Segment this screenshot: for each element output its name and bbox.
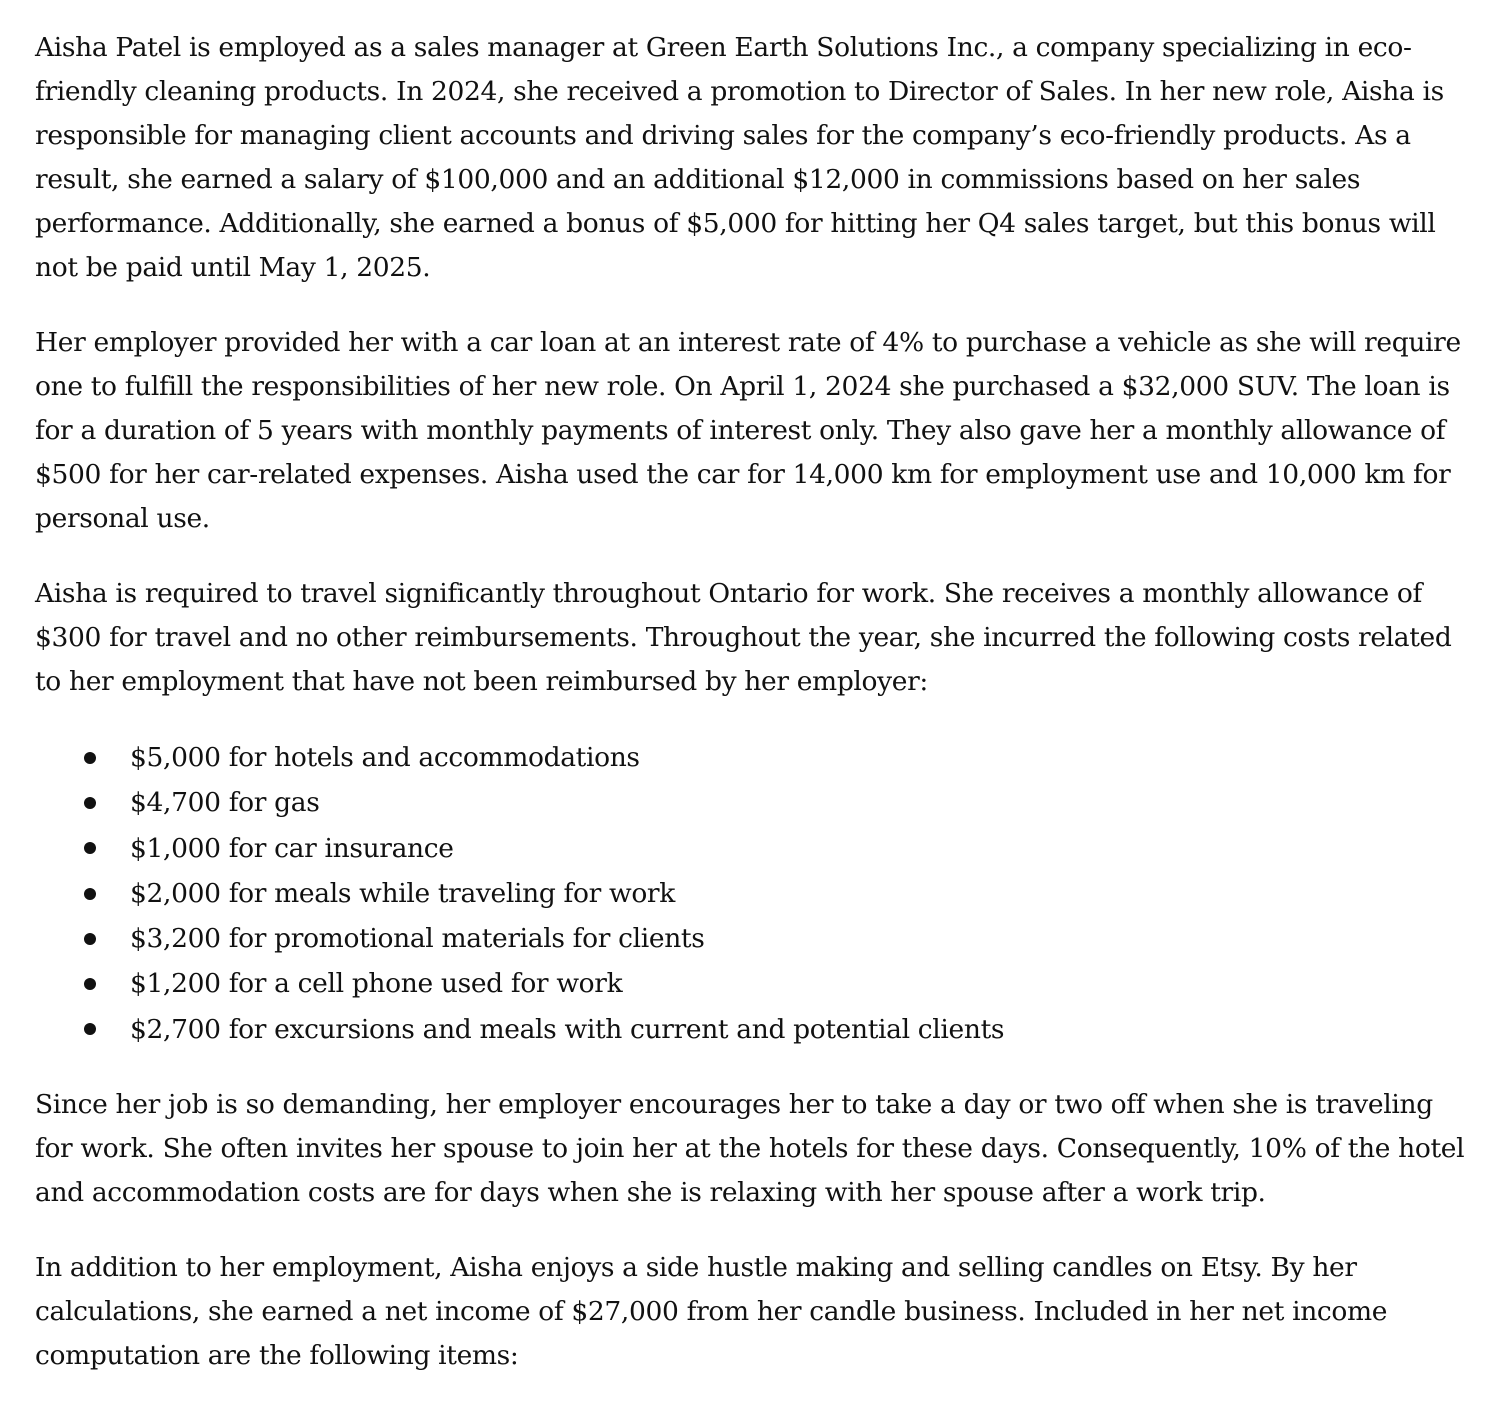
list-item-text: $1,000 for car insurance xyxy=(130,832,454,864)
list-item xyxy=(35,780,1475,825)
list-item xyxy=(35,826,1475,871)
list-item xyxy=(35,961,1475,1006)
expense-list xyxy=(35,735,1475,1052)
paragraph-side-business: In addition to her employment, Aisha enjoys a side hustle making and selling candles on Etsy. By her calculations, she earned a net income of $27,000 from her candle business. Included in her net income computation are the following items: xyxy=(35,1252,1388,1372)
list-item-text: $5,000 for hotels and accommodations xyxy=(130,742,640,773)
list-item-text: $3,200 for promotional materials for clients xyxy=(130,923,705,955)
bullet-icon xyxy=(84,933,96,945)
paragraph-travel: Aisha is required to travel significantly throughout Ontario for work. She receives a monthly allowance of $300 for travel and no other reimbursements. Throughout the year, she incurred the following costs related to her employment that have not been reimbursed by her employer: xyxy=(35,578,1452,697)
list-item xyxy=(35,1007,1475,1052)
bullet-icon xyxy=(84,888,96,900)
paragraph-spouse: Since her job is so demanding, her employer encourages her to take a day or two off when she is traveling for work. She often invites her spouse to join her at the hotels for these days. Consequently, 10% of the hotel and accommodation costs are for days when she is relaxing with her spouse after a work trip. xyxy=(35,1089,1465,1209)
bullet-icon xyxy=(84,797,96,809)
list-item-text: $1,200 for a cell phone used for work xyxy=(130,968,623,1000)
list-item xyxy=(35,916,1475,961)
list-item-text: $2,000 for meals while traveling for work xyxy=(130,877,675,909)
bullet-icon xyxy=(84,842,96,854)
list-item-text: $4,700 for gas xyxy=(130,787,320,819)
bullet-icon xyxy=(84,752,96,764)
list-item-text: $2,700 for excursions and meals with current and potential clients xyxy=(130,1013,1005,1045)
list-item xyxy=(35,871,1475,916)
document-body xyxy=(35,26,1475,1409)
list-item xyxy=(35,735,1475,780)
paragraph-car-loan: Her employer provided her with a car loan at an interest rate of 4% to purchase a vehicle as she will require one to fulfill the responsibilities of her new role. On April 1, 2024 she purchased a $32,000 SUV. The loan is for a duration of 5 years with monthly payments of interest only. They also gave her a monthly allowance of $500 for her car-related expenses. Aisha used the car for 14,000 km for employment use and 10,000 km for personal use. xyxy=(35,327,1461,534)
bullet-icon xyxy=(84,1023,96,1035)
bullet-icon xyxy=(84,978,96,990)
paragraph-employment: Aisha Patel is employed as a sales manager at Green Earth Solutions Inc., a company specializing in eco-friendly cleaning products. In 2024, she received a promotion to Director of Sales. In her new role, Aisha is responsible for managing client accounts and driving sales for the company’s eco-friendly products. As a result, she earned a salary of $100,000 and an additional $12,000 in commissions based on her sales performance. Additionally, she earned a bonus of $5,000 for hitting her Q4 sales target, but this bonus will not be paid until May 1, 2025. xyxy=(35,32,1444,283)
